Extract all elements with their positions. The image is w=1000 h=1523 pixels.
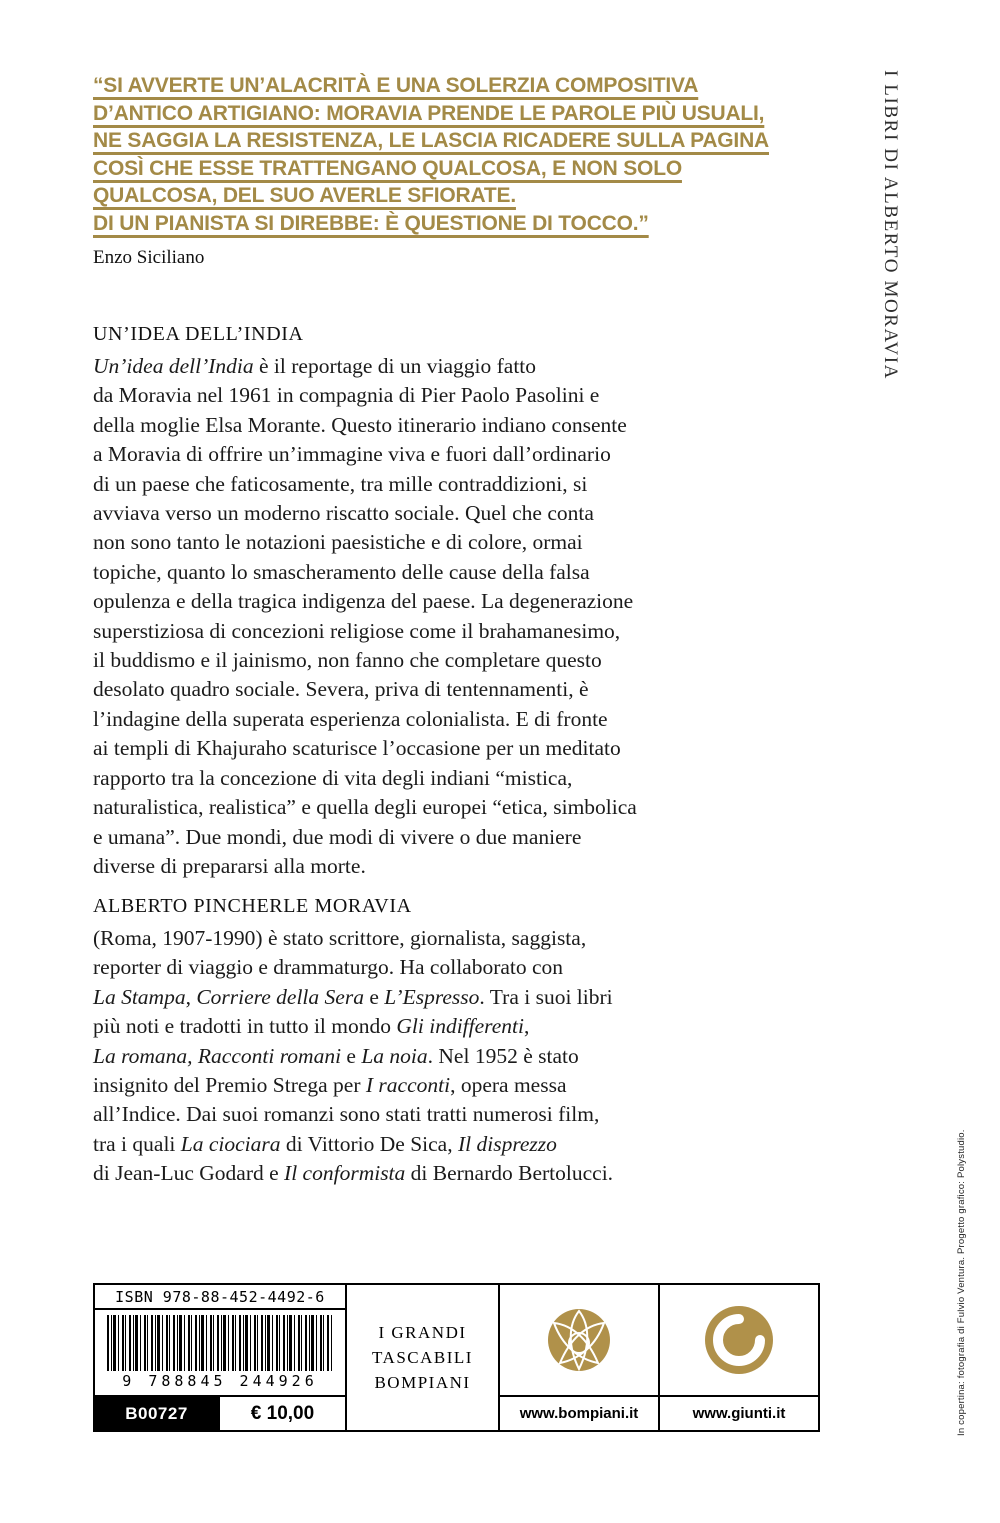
spine-series-label: I LIBRI DI ALBERTO MORAVIA: [880, 70, 901, 380]
isbn-block: [95, 1285, 345, 1430]
photo-credit-text: In copertina: fotografia di Fulvio Ventura. Progetto grafico: Polystudio.: [956, 1129, 967, 1436]
giunti-spiral-icon: [703, 1304, 775, 1376]
giunti-logo: [660, 1285, 818, 1397]
ean-barcode-icon: [107, 1315, 333, 1371]
giunti-block: [658, 1285, 818, 1430]
bompiani-url: www.bompiani.it: [519, 1405, 639, 1422]
giunti-url: www.giunti.it: [692, 1405, 786, 1422]
bompiani-block: [498, 1285, 658, 1430]
bompiani-flower-icon: [546, 1307, 612, 1373]
price-label: € 10,00: [218, 1397, 345, 1430]
author-bio-text: (Roma, 1907-1990) è stato scrittore, giornalista, saggista, reporter di viaggio e drammaturgo. Ha collaborato con La Stampa, Corriere della Sera e L’Espresso. Tra i suoi libri più noti e tradotti in tutto il mondo Gli indifferenti, La romana, Racconti romani e La noia. Nel 1952 è stato insignito del Premio Strega per I racconti, opera messa all’Indice. Dai suoi romanzi sono stati tratti numerosi film, tra i quali La ciociara di Vittorio De Sica, Il disprezzo di Jean-Luc Godard e Il conformista di Bernardo Bertolucci.: [93, 926, 614, 1186]
author-heading: ALBERTO PINCHERLE MORAVIA: [93, 895, 412, 917]
imprint-line: I GRANDI: [378, 1323, 467, 1342]
quote-line: QUALCOSA, DEL SUO AVERLE SFIORATE.: [93, 184, 516, 207]
ean-digits: 9 788845 244926: [122, 1372, 318, 1390]
quote-line: DI UN PIANISTA SI DIREBBE: È QUESTIONE DI TOCCO.”: [93, 211, 649, 235]
quote-line: COSÌ CHE ESSE TRATTENGANO QUALCOSA, E NON SOLO: [93, 156, 682, 180]
synopsis-heading: UN’IDEA DELL’INDIA: [93, 323, 304, 345]
imprint-block: [345, 1285, 498, 1430]
imprint-line: BOMPIANI: [374, 1373, 471, 1392]
imprint-line: TASCABILI: [372, 1348, 473, 1367]
product-code-badge: B00727: [95, 1397, 218, 1430]
isbn-box: [95, 1285, 345, 1397]
quote-line: “SI AVVERTE UN’ALACRITÀ E UNA SOLERZIA COMPOSITIVA: [93, 74, 699, 97]
quote-block: [93, 72, 803, 237]
quote-line: NE SAGGIA LA RESISTENZA, LE LASCIA RICADERE SULLA PAGINA: [93, 129, 769, 152]
quote-line: D’ANTICO ARTIGIANO: MORAVIA PRENDE LE PAROLE PIÙ USUALI,: [93, 101, 765, 125]
quote-attribution: Enzo Siciliano: [93, 247, 205, 268]
synopsis-text: Un’idea dell’India è il reportage di un viaggio fatto da Moravia nel 1961 in compagnia di Pier Paolo Pasolini e della moglie Elsa Morante. Questo itinerario indiano consente a Moravia di offrire un’immagine viva e fuori dall’ordinario di un paese che faticosamente, tra mille contraddizioni, si avviava verso un moderno riscatto sociale. Quel che conta non sono tanto le notazioni paesistiche e di colore, ormai topiche, quanto lo smascheramento delle cause della falsa opulenza e della tragica indigenza del paese. La degenerazione superstiziosa di concezioni religiose come il brahamanesimo, il buddismo e il jainismo, non fanno che completare questo desolato quadro sociale. Severa, priva di tentennamenti, è l’indagine della superata esperienza colonialista. E di fronte ai templi di Khajuraho scaturisce l’occasione per un meditato rapporto tra la concezione di vita degli indiani “mistica, naturalistica, realistica” e quella degli europei “etica, simbolica e umana”. Due mondi, due modi di vivere o due maniere diverse di prepararsi alla morte.: [93, 354, 637, 878]
photo-credit: [956, 1086, 972, 1436]
isbn-label: ISBN 978-88-452-4492-6: [95, 1285, 345, 1310]
bompiani-logo: [500, 1285, 658, 1397]
footer-bar: [93, 1283, 820, 1432]
price-row: [95, 1397, 345, 1430]
